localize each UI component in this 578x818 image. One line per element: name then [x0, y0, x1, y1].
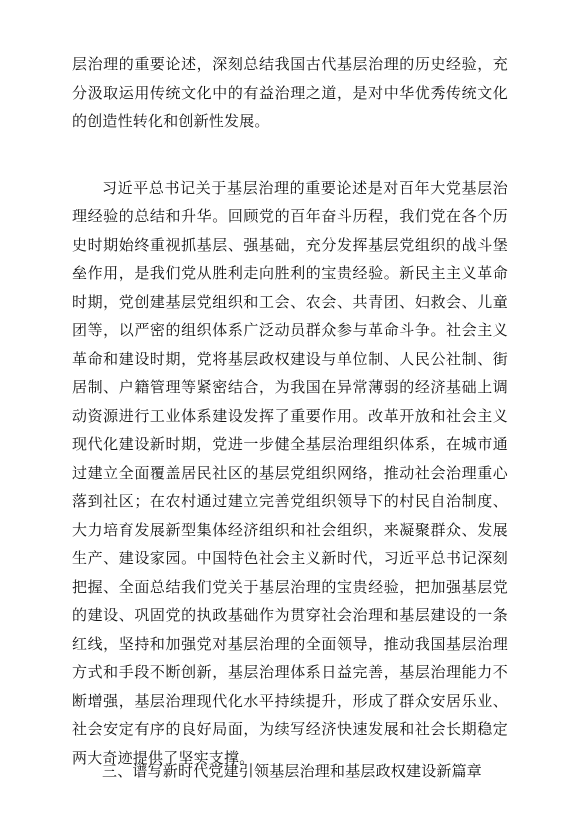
section-heading: 三、谱写新时代党建引领基层治理和基层政权建设新篇章 — [102, 762, 483, 780]
paragraph-continuation: 层治理的重要论述，深刻总结我国古代基层治理的历史经验，充分汲取运用传统文化中的有益治理之道，是对中华优秀传统文化的创造性转化和创新性发展。 — [72, 55, 508, 130]
document-body — [72, 50, 508, 772]
paragraph-main: 习近平总书记关于基层治理的重要论述是对百年大党基层治理经验的总结和升华。回顾党的百年奋斗历程，我们党在各个历史时期始终重视抓基层、强基础，充分发挥基层党组织的战斗堡垒作用，是我们党从胜利走向胜利的宝贵经验。新民主主义革命时期，党创建基层党组织和工会、农会、共青团、妇救会、儿童团等，以严密的组织体系广泛动员群众参与革命斗争。社会主义革命和建设时期，党将基层政权建设与单位制、人民公社制、街居制、户籍管理等紧密结合，为我国在异常薄弱的经济基础上调动资源进行工业体系建设发挥了重要作用。改革开放和社会主义现代化建设新时期，党进一步健全基层治理组织体系，在城市通过建立全面覆盖居民社区的基层党组织网络，推动社会治理重心落到社区；在农村通过建立完善党组织领导下的村民自治制度、大力培育发展新型集体经济组织和社会组织，来凝聚群众、发展生产、建设家园。中国特色社会主义新时代，习近平总书记深刻把握、全面总结我们党关于基层治理的宝贵经验，把加强基层党的建设、巩固党的执政基础作为贯穿社会治理和基层建设的一条红线，坚持和加强党对基层治理的全面领导，推动我国基层治理方式和手段不断创新，基层治理体系日益完善，基层治理能力不断增强，基层治理现代化水平持续提升，形成了群众安居乐业、社会安定有序的良好局面，为续写经济快速发展和社会长期稳定两大奇迹提供了坚实支撑。 — [72, 178, 508, 767]
